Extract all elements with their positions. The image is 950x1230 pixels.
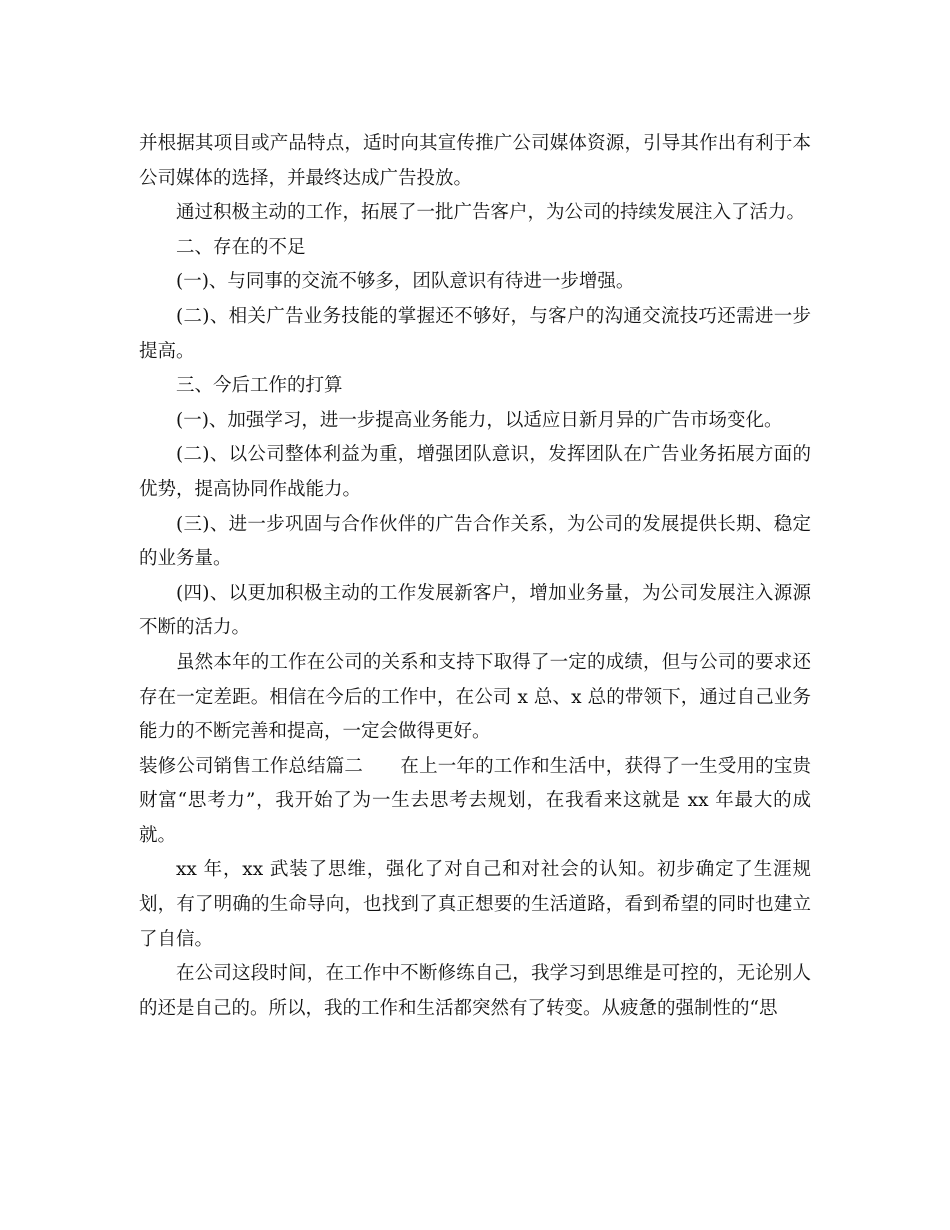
list-item-shortcoming-2: (二)、相关广告业务技能的掌握还不够好，与客户的沟通交流技巧还需进一步提高。	[139, 305, 811, 362]
list-item-plan-3: (三)、进一步巩固与合作伙伴的广告合作关系，为公司的发展提供长期、稳定的业务量。	[139, 513, 811, 570]
list-item-shortcoming-1: (一)、与同事的交流不够多，团队意识有待进一步增强。	[176, 271, 635, 293]
paragraph-activity-summary: 通过积极主动的工作，拓展了一批广告客户，为公司的持续发展注入了活力。	[176, 202, 806, 224]
paragraph-thinking-shift: xx 年，xx 武装了思维，强化了对自己和对社会的认知。初步确定了生涯规划，有了明确的生命导向，也找到了真正想要的生活道路，看到希望的同时也建立了自信。	[139, 859, 811, 950]
section-heading-shortcomings: 二、存在的不足	[176, 236, 306, 258]
list-item-plan-4: (四)、以更加积极主动的工作发展新客户，增加业务量，为公司发展注入源源不断的活力。	[139, 582, 811, 639]
paragraph-article-two-start: 装修公司销售工作总结篇二 在上一年的工作和生活中，获得了一生受用的宝贵财富“思考力”，我开始了为一生去思考去规划，在我看来这就是 xx 年最大的成就。	[139, 755, 811, 846]
list-item-plan-1: (一)、加强学习，进一步提高业务能力，以适应日新月异的广告市场变化。	[176, 409, 783, 431]
list-item-plan-2: (二)、以公司整体利益为重，增强团队意识，发挥团队在广告业务拓展方面的优势，提高协同作战能力。	[139, 444, 811, 500]
section-heading-future-plans: 三、今后工作的打算	[176, 375, 343, 397]
paragraph-continuation: 并根据其项目或产品特点，适时向其宣传推广公司媒体资源，引导其作出有利于本公司媒体的选择，并最终达成广告投放。	[139, 133, 811, 189]
paragraph-self-improvement: 在公司这段时间，在工作中不断修练自己，我学习到思维是可控的，无论别人的还是自己的。所以，我的工作和生活都突然有了转变。从疲惫的强制性的“思	[139, 963, 811, 1019]
paragraph-conclusion: 虽然本年的工作在公司的关系和支持下取得了一定的成绩，但与公司的要求还存在一定差距。相信在今后的工作中，在公司 x 总、x 总的带领下，通过自己业务能力的不断完善和提高，一定会做得更好。	[139, 651, 811, 743]
document-body	[139, 127, 811, 1026]
